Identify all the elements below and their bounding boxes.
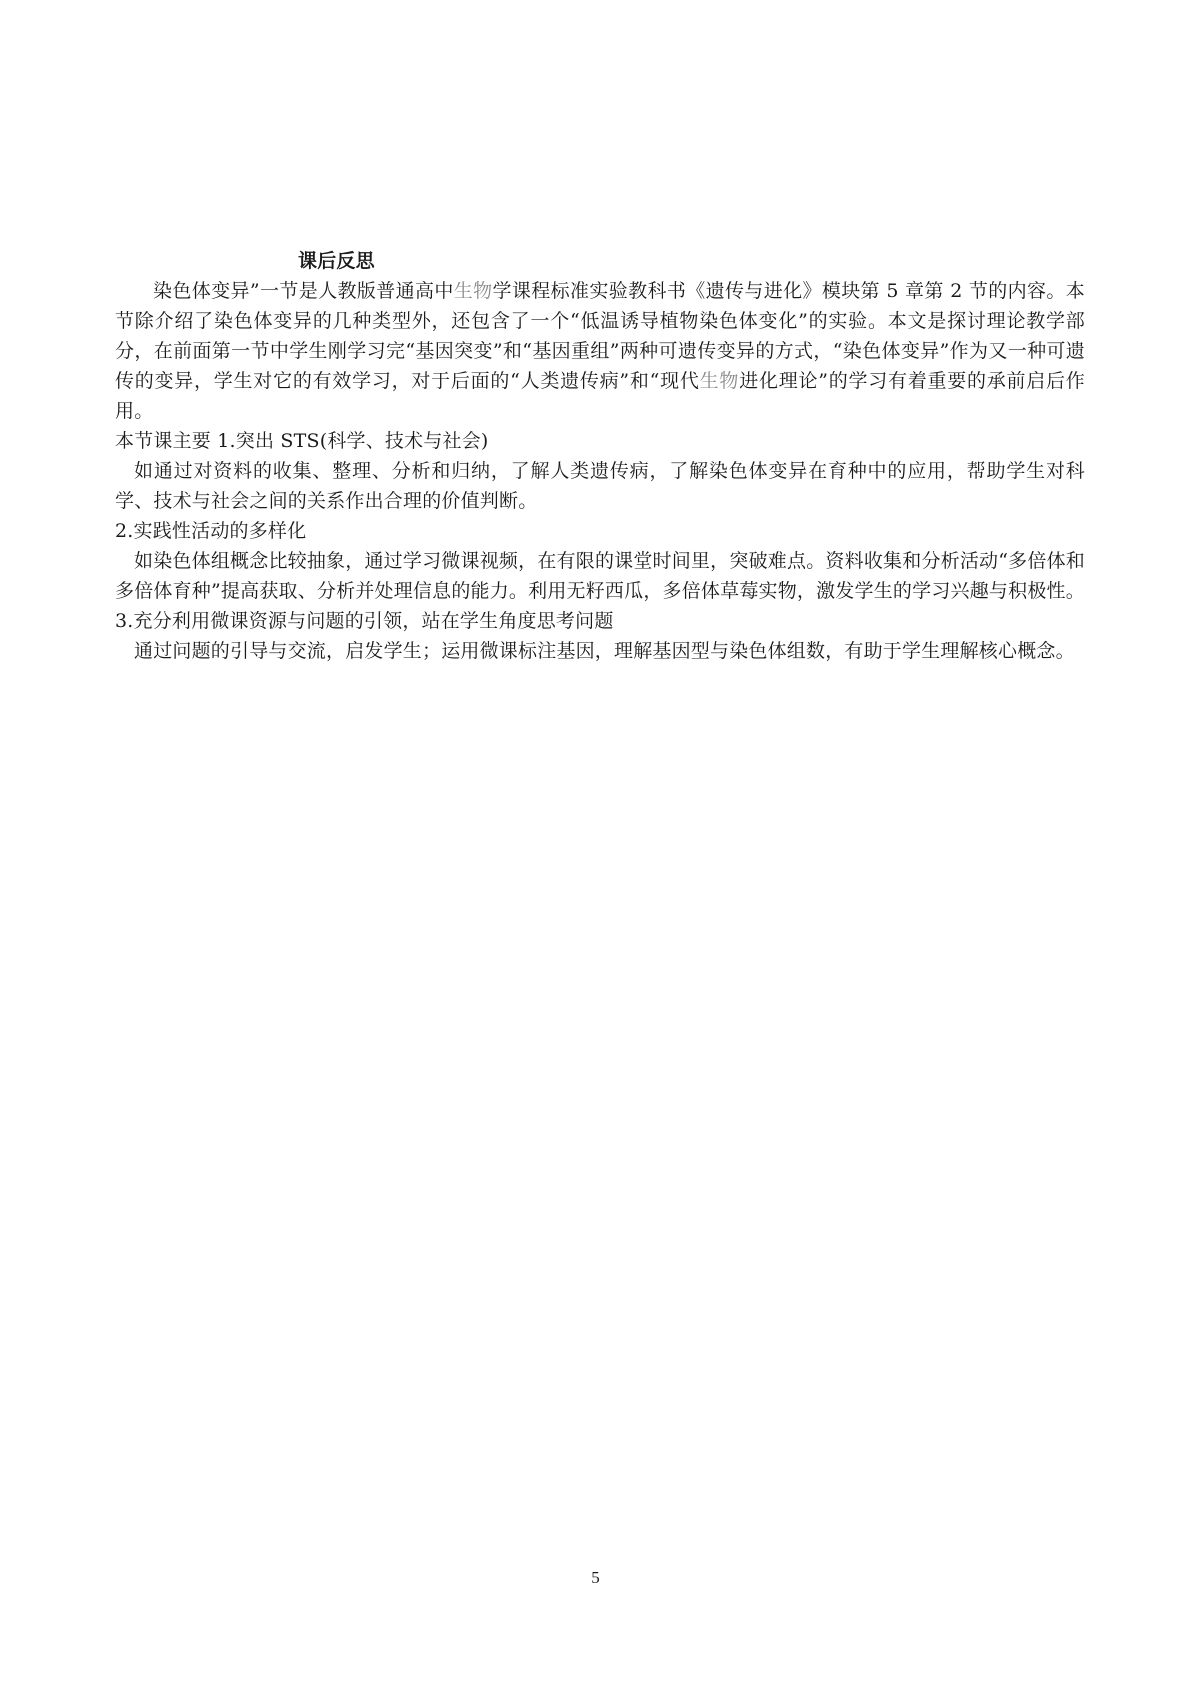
intro-text-2: 学课程标准实验教科书《遗传与进化》模块第 5 章第 2 节的内容。本节除介绍了染色体变异的几种类型外，还包含了一个“低温诱导植物染色体变化”的实验。本文是探讨理论教学部分，在前面第一节中学生刚学习完“基因突变”和“基因重组”两种可遗传变异的方式，“染色体变异”作为又一种可遗传的变异，学生对它的有效学习，对于后面的“人类遗传病”和“现代 (115, 280, 1085, 392)
intro-paragraph (115, 276, 1085, 426)
point-1-body: 如通过对资料的收集、整理、分析和归纳，了解人类遗传病，了解染色体变异在育种中的应用，帮助学生对科学、技术与社会之间的关系作出合理的价值判断。 (115, 460, 1085, 512)
point-1-title: 本节课主要 1.突出 STS(科学、技术与社会) (115, 430, 489, 452)
page-number: 5 (591, 1568, 600, 1587)
intro-highlight-1: 生物 (453, 280, 493, 302)
section-heading: 课后反思 (298, 250, 375, 272)
point-2-body: 如染色体组概念比较抽象，通过学习微课视频，在有限的课堂时间里，突破难点。资料收集和分析活动“多倍体和多倍体育种”提高获取、分析并处理信息的能力。利用无籽西瓜，多倍体草莓实物，激发学生的学习兴趣与积极性。 (115, 550, 1085, 602)
point-3-body: 通过问题的引导与交流，启发学生；运用微课标注基因，理解基因型与染色体组数，有助于学生理解核心概念。 (134, 640, 1075, 662)
point-3-title: 3.充分利用微课资源与问题的引领，站在学生角度思考问题 (115, 610, 614, 632)
intro-highlight-2: 生物 (699, 370, 740, 392)
intro-text-3: 进化理论”的学习有着重要的承前启后作用。 (115, 370, 1085, 422)
point-2-title: 2.实践性活动的多样化 (115, 520, 307, 542)
document-body (115, 246, 1085, 666)
intro-text-1: 染色体变异”一节是人教版普通高中 (153, 280, 454, 302)
